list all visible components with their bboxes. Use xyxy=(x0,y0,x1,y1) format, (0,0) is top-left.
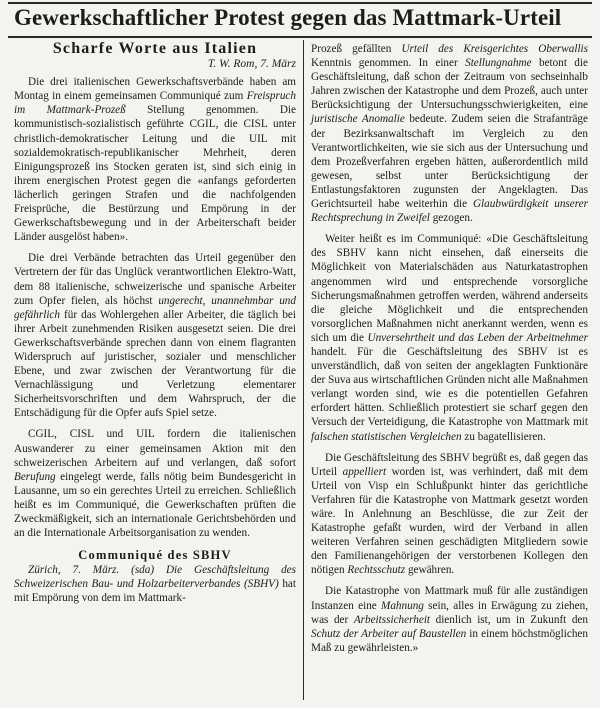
column-divider xyxy=(303,40,304,700)
text-run: zu bagatellisieren. xyxy=(461,430,546,443)
text-run: Prozeß gefällten xyxy=(311,43,402,55)
section-heading: Scharfe Worte aus Italien xyxy=(52,40,258,57)
text-run: gezogen. xyxy=(429,212,473,225)
paragraph xyxy=(311,42,588,225)
emphasis-text: Arbeitssicherheit xyxy=(353,613,431,626)
emphasis-text: ungerecht, unannehmbar und gefährlich xyxy=(14,294,296,321)
text-run: gewähren. xyxy=(405,564,455,577)
byline: T. W. Rom, 7. März xyxy=(207,58,296,71)
text-run: sein, alles in Erwägung zu ziehen, was der xyxy=(311,599,588,626)
left-column xyxy=(14,42,296,606)
emphasis-text: Rechtsschutz xyxy=(347,564,406,577)
section-heading: Communiqué des SBHV xyxy=(78,548,232,563)
paragraph xyxy=(14,427,296,540)
paragraph xyxy=(311,451,588,578)
emphasis-text: Zürich, 7. März. (sda) Die xyxy=(28,564,195,577)
text-run: Weiter heißt es im Communiqué: «Die Geschäftsleitung des SBHV kann nicht einsehen, daß einerseits die Möglichkeit von Materialschäden aus Naturkatastrophen angenommen wird und entsprechende vorsorgliche Sicherungsmaßnahmen getroffen werden, während anderseits die gleiche Möglichkeit und die entsprechenden vorsorglichen Maßnahmen nicht anerkannt werden, wenn es sich um die xyxy=(311,233,588,344)
emphasis-text: juristische Anomalie xyxy=(311,113,405,126)
headline-rule xyxy=(8,36,592,38)
paragraph xyxy=(14,251,296,420)
text-run: Die Geschäftsleitung des SBHV begrüßt es, daß gegen das Urteil xyxy=(311,451,588,478)
paragraph xyxy=(14,563,296,605)
text-run: hat mit Empörung von dem im Mattmark- xyxy=(14,578,296,605)
headline: Gewerkschaftlicher Protest gegen das Mattmark-Urteil xyxy=(14,5,562,30)
text-run: dienlich ist, um in Zukunft den xyxy=(430,613,588,626)
emphasis-text: appelliert xyxy=(342,465,387,478)
emphasis-text: Geschäftsleitung des Schweizerischen Bau- und Holzarbeiterverbandes (SBHV) xyxy=(14,564,297,591)
emphasis-text: Freispruch im Mattmark-Prozeß xyxy=(14,90,296,117)
emphasis-text: Stellungnahme xyxy=(465,57,532,70)
emphasis-text: Glaubwürdigkeit unserer Rechtsprechung in Zweifel xyxy=(311,198,588,225)
text-run: CGIL, CISL und UIL fordern die italienischen Auswanderer zu einer gemeinsamen Aktion mit den schweizerischen Arbeitern auf und verlangen, daß sofort xyxy=(14,428,296,469)
text-run: handelt. Für die Geschäftsleitung des SBHV ist es unverständlich, daß von seiten der angeklagten Funktionäre der Suva aus wirtschaftlichen Gründen nicht alle Maßnahmen verlangt worden sind, wie es die potentiellen Gefahren erfordert hätten. Schließlich protestiert sie scharf gegen den Versuch der Verteidigung, die Katastrophe von Mattmark mit xyxy=(311,345,588,429)
emphasis-text: Unversehrtheit und das Leben der Arbeitnehmer xyxy=(367,331,588,344)
emphasis-text: Schutz der Arbeiter auf Baustellen xyxy=(311,627,467,640)
emphasis-text: Berufung xyxy=(14,470,56,483)
text-run: Stellung genommen. Die kommunistisch-sozialistisch geführte CGIL, die CISL unter christlich-demokratischer Leitung und die UIL mit sozialdemokratisch-republikanischer Mehrheit, deren Einigungsprozeß ins Stocken geraten ist, sind sich einig in ihrem energischen Protest gegen die «anfangs geforderten lächerlich geringen Strafen und die nachfolgenden Freisprüche, die Bestürzung und Empörung in der Gewerkschaftsbewegung und in der Arbeiterschaft beider Länder ausgelöst haben». xyxy=(14,104,296,244)
text-run: in einem höchstmöglichen Maß zu gewährleisten.» xyxy=(311,627,588,654)
paragraph xyxy=(311,232,588,443)
emphasis-text: falschen statistischen Vergleichen xyxy=(311,430,462,443)
paragraph xyxy=(311,584,588,654)
text-run: worden ist, was verhindert, daß mit dem Urteil von Visp ein Schlußpunkt hinter das gerichtliche Verfahren für die Katastrophe von Mattmark gesetzt worden wäre. In Anlehnung an Beschlüsse, die zur Zeit der Katastrophe gefaßt wurden, wird der Verband in allen weiteren Verfahren seinen geschädigten Mitgliedern sowie den Familienangehörigen der verstorbenen Kollegen den nötigen xyxy=(311,465,588,577)
text-run: bedeute. Zudem seien die Strafanträge der Bezirksanwaltschaft im Vergleich zu den Verantwortlichkeiten, wie sie sich aus der Untersuchung und dem Prozeßverfahren ergeben hätten, außerordentlich mild gewesen, selbst unter Berücksichtigung der Entlastungsfaktoren zugunsten der Angeklagten. Das Gerichtsurteil habe weiterhin die xyxy=(311,113,588,211)
emphasis-text: Mahnung xyxy=(381,599,424,612)
right-column xyxy=(311,42,588,655)
text-run: Kenntnis genommen. In einer xyxy=(311,57,466,70)
paragraph xyxy=(14,75,296,244)
text-run: betont die Geschäftsleitung, daß schon der Zeitraum von sechseinhalb Jahren zwischen der Katastrophe und dem Prozeß, auch unter Berücksichtigung der Untersuchungsschwierigkeiten, eine xyxy=(311,57,588,112)
text-run: für das Wohlergehen aller Arbeiter, die täglich bei ihrer Arbeit zunehmenden Risiken ausgesetzt seien. Die drei Gewerkschaftsverbände sprechen dann von einem flagranten Widerspruch auf juristischer, sozialer und menschlicher Ebene, und zwar zwischen der Verantwortung für die Vernachlässigung und Verletzung elementarer Sicherheitsvorschriften und dem Wahrspruch, der die Entschädigung für die Opfer aufs Spiel setze. xyxy=(14,308,296,420)
text-run: Die drei Verbände betrachten das Urteil gegenüber den Vertretern der für das Unglück verantwortlichen Elektro-Watt, dem 88 italienische, schweizerische und spanische Arbeiter zum Opfer fielen, als höchst xyxy=(14,252,296,307)
text-run: Die drei italienischen Gewerkschaftsverbände haben am Montag in einem gemeinsamen Communiqué zum xyxy=(14,76,296,103)
emphasis-text: Urteil des Kreisgerichtes Oberwallis xyxy=(401,43,589,55)
text-run: Die Katastrophe von Mattmark muß für alle zuständigen Instanzen eine xyxy=(311,585,588,612)
top-rule xyxy=(8,2,592,4)
text-run: eingelegt werde, falls nötig beim Bundesgericht in Lausanne, um so ein gerechtes Urteil zu erreichen. Schließlich heißt es im Communiqué, die Gewerkschaften prüften die Zweckmäßigkeit, sich an internationale Gerichtsbehörden und an die Internationale Arbeitsorganisation zu wenden. xyxy=(14,470,296,540)
